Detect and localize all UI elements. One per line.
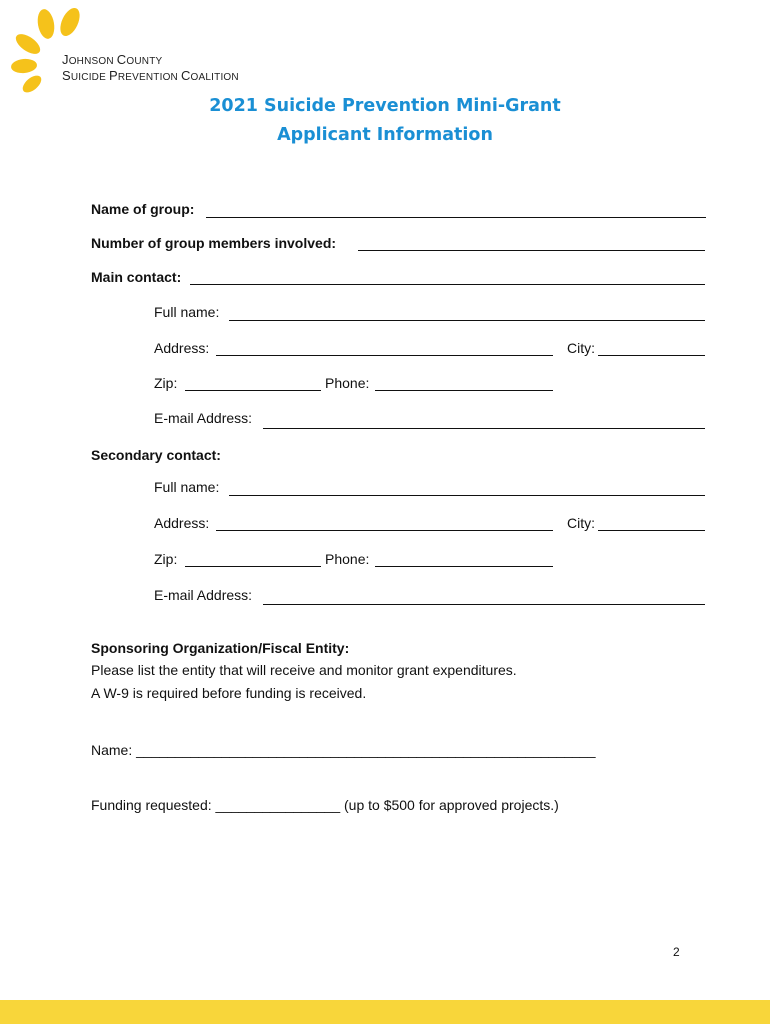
funding-requested-field[interactable]: Funding requested: ________________ (up to $500 for approved projects.) (91, 797, 559, 813)
page-title: 2021 Suicide Prevention Mini-Grant (209, 96, 561, 116)
sponsor-instruction-2: A W-9 is required before funding is received. (91, 685, 367, 701)
secondary-full-name-field[interactable] (229, 495, 705, 496)
sponsor-name-field[interactable]: Name: ___________________________________________________________ (91, 742, 596, 758)
main-address-label: Address: (154, 340, 210, 356)
main-phone-label: Phone: (325, 375, 370, 391)
name-of-group-field[interactable] (206, 217, 706, 218)
footer-bar (0, 1000, 770, 1024)
secondary-email-field[interactable] (263, 604, 705, 605)
main-zip-label: Zip: (154, 375, 178, 391)
main-city-label: City: (567, 340, 595, 356)
secondary-address-field[interactable] (216, 530, 553, 531)
secondary-contact-label: Secondary contact: (91, 447, 221, 463)
page-subtitle: Applicant Information (277, 125, 493, 145)
page-number: 2 (673, 945, 680, 959)
secondary-full-name-label: Full name: (154, 479, 220, 495)
secondary-city-label: City: (567, 515, 595, 531)
sponsor-instruction-1: Please list the entity that will receive and monitor grant expenditures. (91, 662, 517, 678)
secondary-email-label: E-mail Address: (154, 587, 253, 603)
main-full-name-field[interactable] (229, 320, 705, 321)
secondary-city-field[interactable] (598, 530, 705, 531)
secondary-zip-field[interactable] (185, 566, 321, 567)
main-phone-field[interactable] (375, 390, 553, 391)
main-full-name-label: Full name: (154, 304, 220, 320)
secondary-address-label: Address: (154, 515, 210, 531)
secondary-phone-label: Phone: (325, 551, 370, 567)
secondary-phone-field[interactable] (375, 566, 553, 567)
members-involved-field[interactable] (358, 250, 705, 251)
main-email-label: E-mail Address: (154, 410, 253, 426)
main-contact-field[interactable] (190, 284, 705, 285)
members-involved-label: Number of group members involved: (91, 235, 337, 251)
coalition-name: JOHNSON COUNTY SUICIDE PREVENTION COALITION (62, 52, 239, 83)
secondary-zip-label: Zip: (154, 551, 178, 567)
main-contact-label: Main contact: (91, 269, 182, 285)
main-address-field[interactable] (216, 355, 553, 356)
name-of-group-label: Name of group: (91, 201, 195, 217)
sponsor-heading: Sponsoring Organization/Fiscal Entity: (91, 640, 350, 656)
main-zip-field[interactable] (185, 390, 321, 391)
main-email-field[interactable] (263, 428, 705, 429)
main-city-field[interactable] (598, 355, 705, 356)
